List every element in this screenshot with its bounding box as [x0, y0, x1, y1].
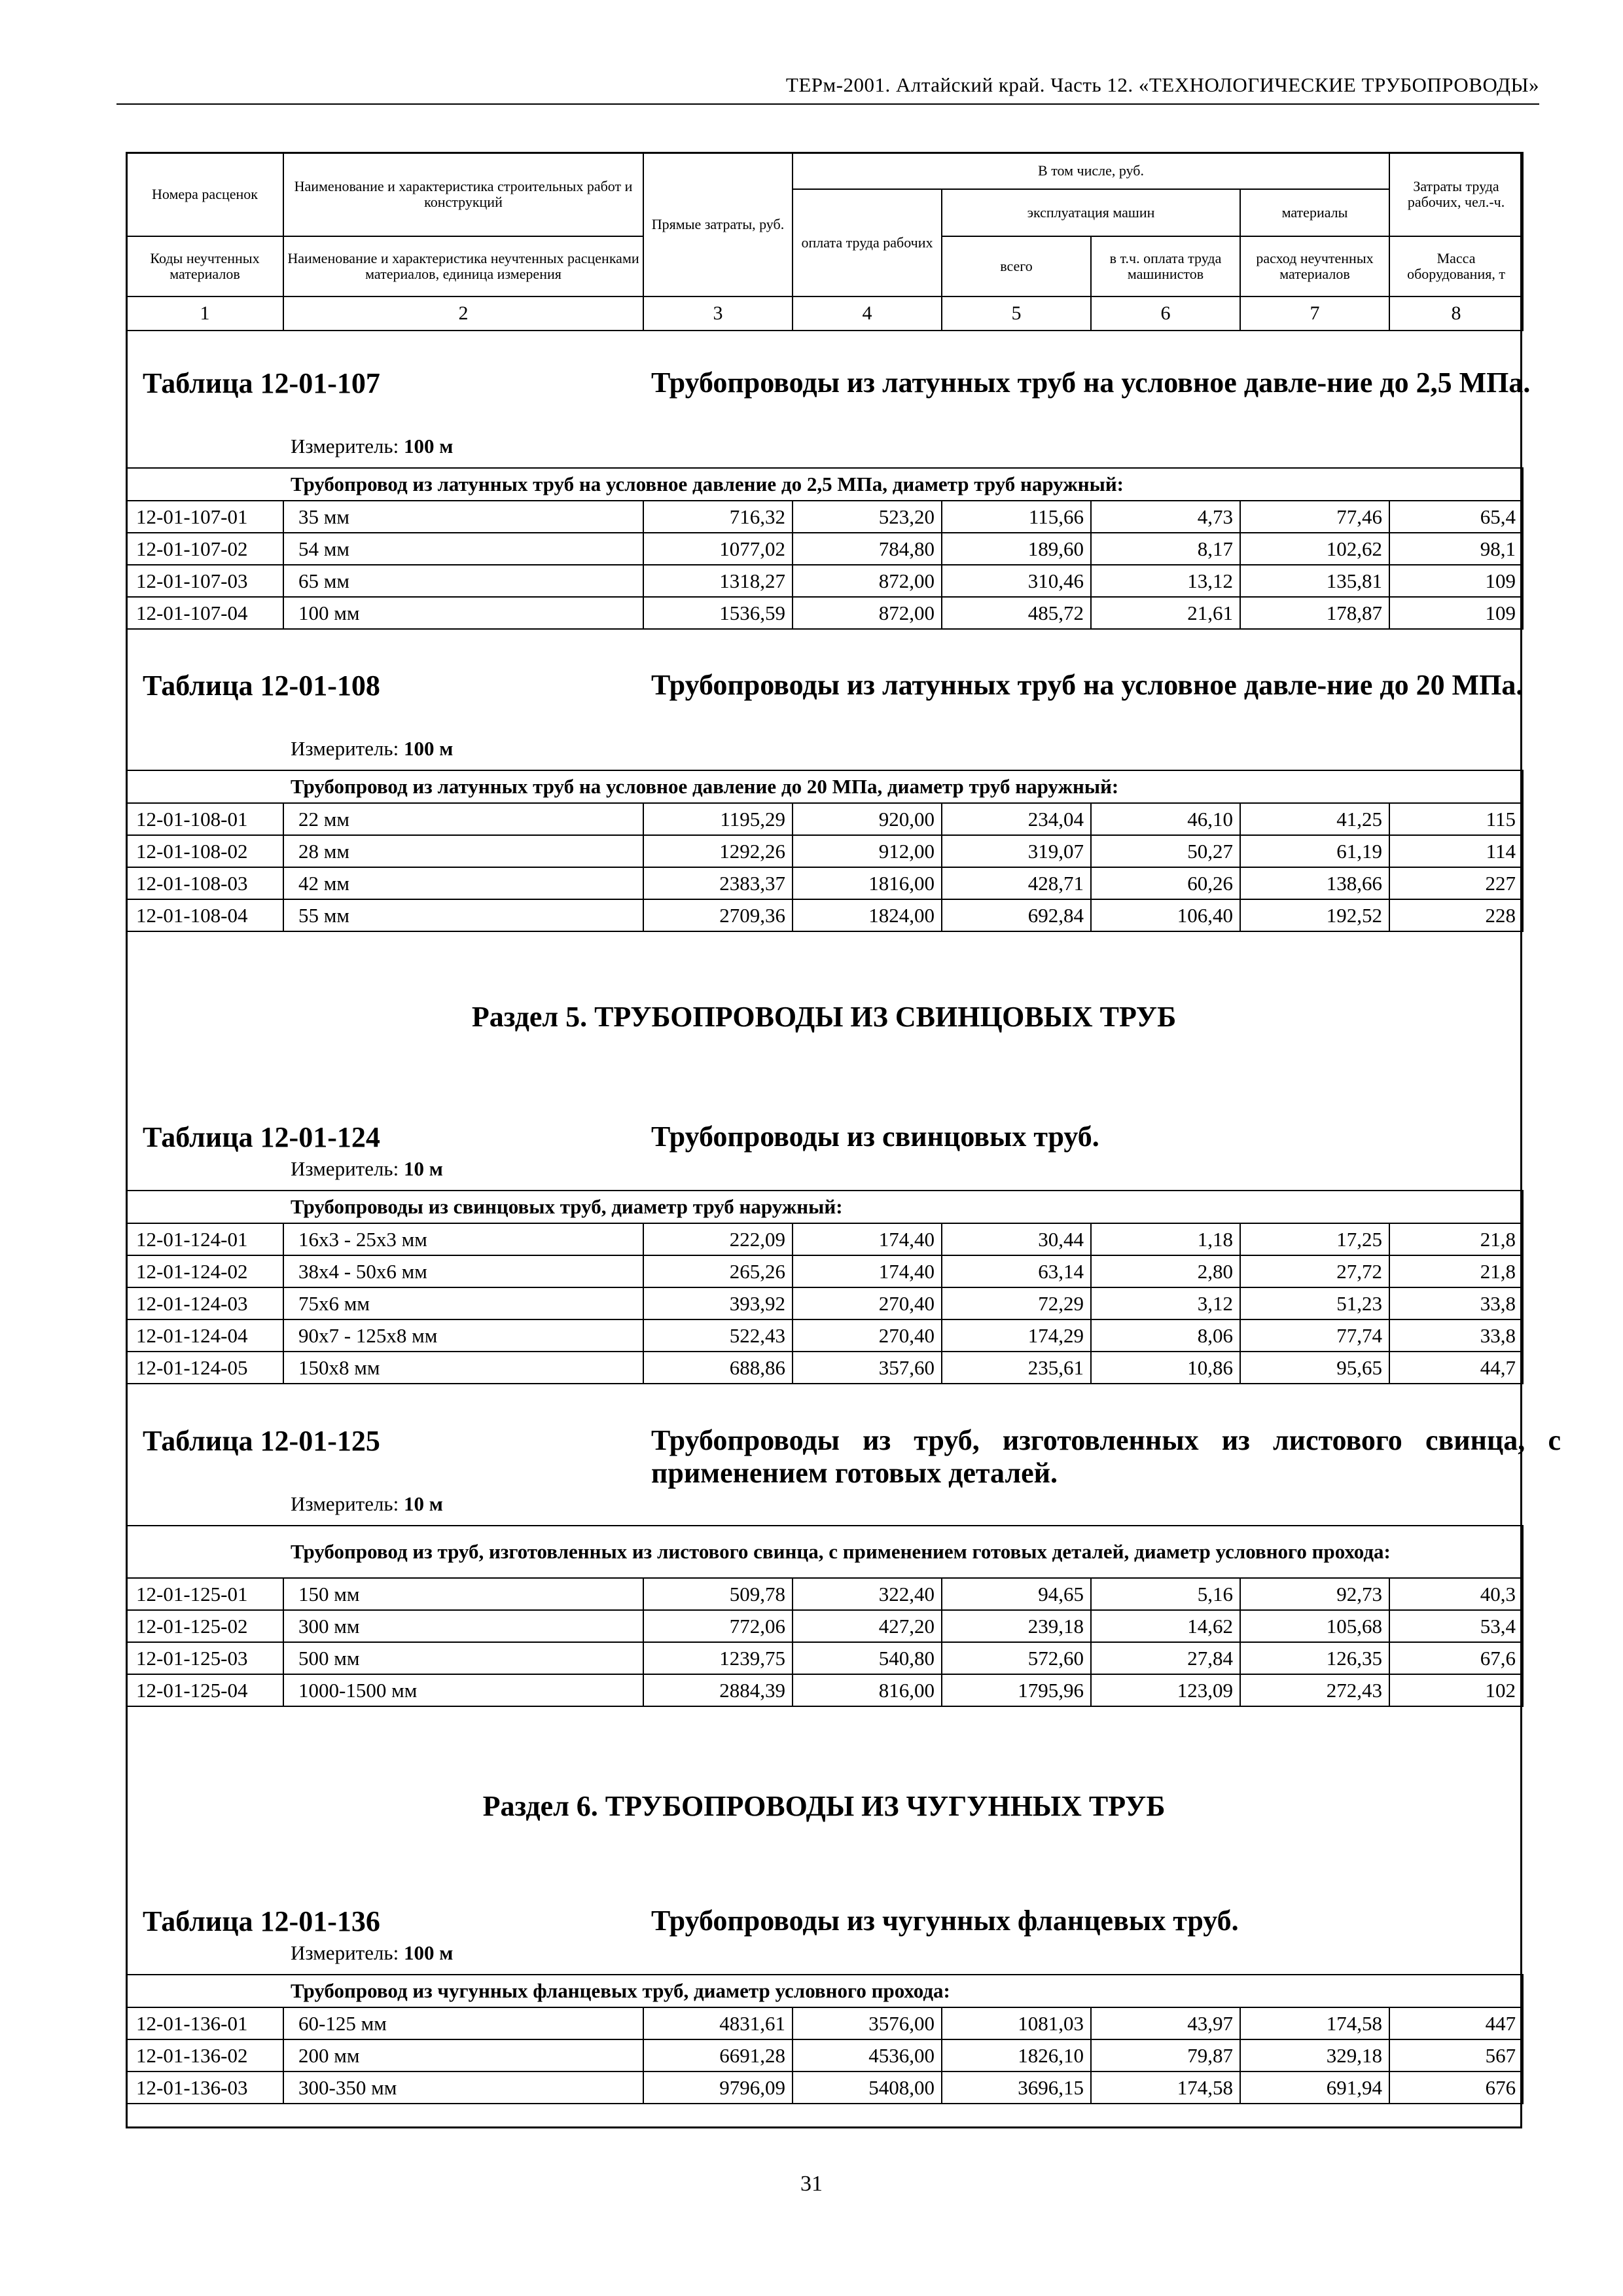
rate-value: 2884,39 — [643, 1674, 793, 1706]
rate-value: 3576,00 — [793, 2007, 942, 2039]
rate-description: 16х3 - 25х3 мм — [283, 1223, 643, 1255]
rate-value: 44,7 — [1389, 1352, 1523, 1384]
rate-table — [126, 1525, 1524, 1707]
col-number: 4 — [793, 296, 942, 331]
rate-code: 12-01-107-01 — [126, 501, 283, 533]
table-row — [126, 1674, 1523, 1706]
col-header-machines: эксплуатация машин — [942, 189, 1240, 236]
rate-value: 98,1 — [1389, 533, 1523, 565]
rate-value: 228 — [1389, 899, 1523, 931]
table-row — [126, 803, 1523, 835]
rate-description: 28 мм — [283, 835, 643, 867]
table-row — [126, 2007, 1523, 2039]
rate-value: 21,8 — [1389, 1255, 1523, 1287]
table-row — [126, 1287, 1523, 1319]
rate-value: 1318,27 — [643, 565, 793, 597]
subheader-text: Трубопровод из труб, изготовленных из листового свинца, с применением готовых деталей, диаметр условного прохода: — [126, 1526, 1523, 1578]
unit-of-measure — [291, 1492, 443, 1516]
table-row — [126, 501, 1523, 533]
section-heading: Раздел 5. ТРУБОПРОВОДЫ ИЗ СВИНЦОВЫХ ТРУБ — [471, 1001, 1177, 1033]
unit-of-measure — [291, 737, 453, 761]
rate-value: 178,87 — [1240, 597, 1389, 629]
rate-value: 8,17 — [1091, 533, 1240, 565]
col-number: 1 — [126, 296, 283, 331]
rate-value: 523,20 — [793, 501, 942, 533]
rate-value: 872,00 — [793, 597, 942, 629]
rate-code: 12-01-136-01 — [126, 2007, 283, 2039]
rate-value: 102 — [1389, 1674, 1523, 1706]
unit-of-measure — [291, 1157, 443, 1181]
unit-value: 10 м — [403, 1157, 443, 1180]
rate-value: 272,43 — [1240, 1674, 1389, 1706]
rate-value: 447 — [1389, 2007, 1523, 2039]
rate-description: 150х8 мм — [283, 1352, 643, 1384]
rate-table — [126, 770, 1524, 932]
rate-value: 1826,10 — [942, 2039, 1091, 2072]
rate-value: 6691,28 — [643, 2039, 793, 2072]
rate-value: 10,86 — [1091, 1352, 1240, 1384]
rate-value: 1,18 — [1091, 1223, 1240, 1255]
col-header-labor: Затраты труда рабочих, чел.-ч. — [1389, 152, 1523, 236]
rate-value: 270,40 — [793, 1319, 942, 1352]
rate-value: 109 — [1389, 597, 1523, 629]
subheader-text: Трубопровод из латунных труб на условное давление до 20 МПа, диаметр труб наружный: — [126, 770, 1523, 803]
rate-value: 27,84 — [1091, 1642, 1240, 1674]
rate-value: 46,10 — [1091, 803, 1240, 835]
rate-value: 123,09 — [1091, 1674, 1240, 1706]
header-rule — [116, 103, 1539, 105]
rate-value: 21,8 — [1389, 1223, 1523, 1255]
rate-description: 55 мм — [283, 899, 643, 931]
rate-value: 8,06 — [1091, 1319, 1240, 1352]
rate-code: 12-01-124-05 — [126, 1352, 283, 1384]
rate-value: 1536,59 — [643, 597, 793, 629]
rate-code: 12-01-124-03 — [126, 1287, 283, 1319]
rate-value: 3696,15 — [942, 2072, 1091, 2104]
table-row — [126, 1223, 1523, 1255]
rate-value: 319,07 — [942, 835, 1091, 867]
rate-value: 270,40 — [793, 1287, 942, 1319]
rate-value: 5,16 — [1091, 1578, 1240, 1610]
rate-table — [126, 1974, 1524, 2104]
rate-description: 100 мм — [283, 597, 643, 629]
table-row — [126, 565, 1523, 597]
col-number: 6 — [1091, 296, 1240, 331]
col-header-direct-costs: Прямые затраты, руб. — [643, 152, 793, 296]
col-number: 2 — [283, 296, 643, 331]
rate-value: 393,92 — [643, 1287, 793, 1319]
col-header-incl: В том числе, руб. — [793, 152, 1389, 189]
rate-description: 300-350 мм — [283, 2072, 643, 2104]
rate-value: 65,4 — [1389, 501, 1523, 533]
rate-code: 12-01-124-01 — [126, 1223, 283, 1255]
rate-value: 33,8 — [1389, 1319, 1523, 1352]
col-header-work-name: Наименование и характеристика строительных работ и конструкций — [283, 152, 643, 236]
table-row — [126, 835, 1523, 867]
rate-value: 174,58 — [1240, 2007, 1389, 2039]
unit-of-measure — [291, 1941, 453, 1965]
rate-code: 12-01-107-02 — [126, 533, 283, 565]
rate-description: 1000-1500 мм — [283, 1674, 643, 1706]
rate-value: 329,18 — [1240, 2039, 1389, 2072]
table-row — [126, 1642, 1523, 1674]
rate-value: 234,04 — [942, 803, 1091, 835]
subheader-row — [126, 1975, 1523, 2007]
col-number: 5 — [942, 296, 1091, 331]
rate-value: 51,23 — [1240, 1287, 1389, 1319]
rate-value: 106,40 — [1091, 899, 1240, 931]
rate-value: 9796,09 — [643, 2072, 793, 2104]
unit-value: 100 м — [403, 435, 454, 457]
col-number: 3 — [643, 296, 793, 331]
rate-value: 1239,75 — [643, 1642, 793, 1674]
rate-code: 12-01-107-03 — [126, 565, 283, 597]
rate-description: 150 мм — [283, 1578, 643, 1610]
rate-value: 30,44 — [942, 1223, 1091, 1255]
rate-value: 522,43 — [643, 1319, 793, 1352]
rate-value: 816,00 — [793, 1674, 942, 1706]
rate-value: 1824,00 — [793, 899, 942, 931]
table-label: Таблица 12-01-107 — [143, 367, 380, 399]
rate-value: 716,32 — [643, 501, 793, 533]
rate-value: 4831,61 — [643, 2007, 793, 2039]
unit-label: Измеритель: — [291, 737, 404, 760]
page-number: 31 — [800, 2172, 823, 2196]
rate-value: 192,52 — [1240, 899, 1389, 931]
unit-label: Измеритель: — [291, 1492, 404, 1515]
rate-value: 1292,26 — [643, 835, 793, 867]
rate-code: 12-01-125-04 — [126, 1674, 283, 1706]
col-number: 7 — [1240, 296, 1389, 331]
rate-value: 41,25 — [1240, 803, 1389, 835]
rate-value: 174,29 — [942, 1319, 1091, 1352]
rate-value: 27,72 — [1240, 1255, 1389, 1287]
running-header: ТЕРм-2001. Алтайский край. Часть 12. «ТЕХНОЛОГИЧЕСКИЕ ТРУБОПРОВОДЫ» — [785, 73, 1539, 96]
rate-description: 38х4 - 50х6 мм — [283, 1255, 643, 1287]
col-header-rate-numbers: Номера расценок — [126, 152, 283, 236]
rate-code: 12-01-125-02 — [126, 1610, 283, 1642]
rate-value: 40,3 — [1389, 1578, 1523, 1610]
table-title: Трубопроводы из латунных труб на условное давле-ние до 2,5 МПа. — [651, 367, 1531, 399]
rate-value: 1795,96 — [942, 1674, 1091, 1706]
table-row — [126, 1255, 1523, 1287]
rate-value: 1081,03 — [942, 2007, 1091, 2039]
table-title: Трубопроводы из свинцовых труб. — [651, 1121, 1099, 1153]
table-row — [126, 2072, 1523, 2104]
table-label: Таблица 12-01-124 — [143, 1121, 380, 1153]
rate-value: 2383,37 — [643, 867, 793, 899]
rate-value: 227 — [1389, 867, 1523, 899]
rate-value: 322,40 — [793, 1578, 942, 1610]
table-row — [126, 1578, 1523, 1610]
rate-value: 235,61 — [942, 1352, 1091, 1384]
subheader-text: Трубопровод из латунных труб на условное давление до 2,5 МПа, диаметр труб наружный: — [126, 468, 1523, 501]
rate-value: 5408,00 — [793, 2072, 942, 2104]
rate-value: 126,35 — [1240, 1642, 1389, 1674]
rate-value: 21,61 — [1091, 597, 1240, 629]
rate-value: 428,71 — [942, 867, 1091, 899]
rate-value: 572,60 — [942, 1642, 1091, 1674]
rate-value: 772,06 — [643, 1610, 793, 1642]
col-header-worker-pay: оплата труда рабочих — [793, 189, 942, 296]
rate-value: 95,65 — [1240, 1352, 1389, 1384]
subheader-text: Трубопровод из чугунных фланцевых труб, диаметр условного прохода: — [126, 1975, 1523, 2007]
rate-value: 67,6 — [1389, 1642, 1523, 1674]
rate-value: 13,12 — [1091, 565, 1240, 597]
rate-value: 174,58 — [1091, 2072, 1240, 2104]
rate-value: 912,00 — [793, 835, 942, 867]
rate-value: 688,86 — [643, 1352, 793, 1384]
rate-description: 500 мм — [283, 1642, 643, 1674]
col-header-operator-pay: в т.ч. оплата труда машинистов — [1091, 236, 1240, 296]
rate-value: 310,46 — [942, 565, 1091, 597]
table-row — [126, 867, 1523, 899]
rate-value: 92,73 — [1240, 1578, 1389, 1610]
rate-value: 77,74 — [1240, 1319, 1389, 1352]
rate-value: 79,87 — [1091, 2039, 1240, 2072]
rate-value: 2709,36 — [643, 899, 793, 931]
col-header-mass: Масса оборудования, т — [1389, 236, 1523, 296]
table-label: Таблица 12-01-136 — [143, 1905, 380, 1937]
table-row — [126, 597, 1523, 629]
rate-description: 35 мм — [283, 501, 643, 533]
rate-code: 12-01-136-02 — [126, 2039, 283, 2072]
rate-code: 12-01-108-04 — [126, 899, 283, 931]
rate-value: 94,65 — [942, 1578, 1091, 1610]
rate-code: 12-01-124-02 — [126, 1255, 283, 1287]
rate-code: 12-01-107-04 — [126, 597, 283, 629]
rate-code: 12-01-125-03 — [126, 1642, 283, 1674]
rate-value: 540,80 — [793, 1642, 942, 1674]
rate-value: 4536,00 — [793, 2039, 942, 2072]
column-header-table — [126, 152, 1524, 331]
col-header-materials: материалы — [1240, 189, 1389, 236]
rate-value: 509,78 — [643, 1578, 793, 1610]
unit-value: 100 м — [403, 1941, 454, 1964]
rate-value: 174,40 — [793, 1255, 942, 1287]
rate-description: 90х7 - 125х8 мм — [283, 1319, 643, 1352]
rate-code: 12-01-108-03 — [126, 867, 283, 899]
table-row — [126, 1319, 1523, 1352]
rate-code: 12-01-124-04 — [126, 1319, 283, 1352]
rate-description: 75х6 мм — [283, 1287, 643, 1319]
table-row — [126, 2039, 1523, 2072]
col-header-machines-total: всего — [942, 236, 1091, 296]
rate-value: 2,80 — [1091, 1255, 1240, 1287]
rate-description: 60-125 мм — [283, 2007, 643, 2039]
table-row — [126, 1610, 1523, 1642]
rate-value: 567 — [1389, 2039, 1523, 2072]
rate-value: 239,18 — [942, 1610, 1091, 1642]
rate-value: 17,25 — [1240, 1223, 1389, 1255]
rate-value: 61,19 — [1240, 835, 1389, 867]
rate-description: 54 мм — [283, 533, 643, 565]
rate-value: 109 — [1389, 565, 1523, 597]
unit-label: Измеритель: — [291, 1941, 404, 1964]
rate-value: 3,12 — [1091, 1287, 1240, 1319]
rate-value: 676 — [1389, 2072, 1523, 2104]
col-header-material-codes: Коды неучтенных материалов — [126, 236, 283, 296]
rate-value: 222,09 — [643, 1223, 793, 1255]
rate-value: 135,81 — [1240, 565, 1389, 597]
rate-description: 300 мм — [283, 1610, 643, 1642]
rate-value: 784,80 — [793, 533, 942, 565]
col-number: 8 — [1389, 296, 1523, 331]
rate-value: 33,8 — [1389, 1287, 1523, 1319]
rate-value: 427,20 — [793, 1610, 942, 1642]
rate-value: 115,66 — [942, 501, 1091, 533]
rate-description: 200 мм — [283, 2039, 643, 2072]
subheader-row — [126, 1191, 1523, 1223]
rate-value: 4,73 — [1091, 501, 1240, 533]
rate-value: 357,60 — [793, 1352, 942, 1384]
rate-value: 485,72 — [942, 597, 1091, 629]
subheader-row — [126, 1526, 1523, 1578]
rate-value: 265,26 — [643, 1255, 793, 1287]
table-row — [126, 533, 1523, 565]
rate-code: 12-01-125-01 — [126, 1578, 283, 1610]
rate-value: 189,60 — [942, 533, 1091, 565]
table-title: Трубопроводы из латунных труб на условное давле-ние до 20 МПа. — [651, 669, 1524, 701]
rate-value: 14,62 — [1091, 1610, 1240, 1642]
unit-value: 100 м — [403, 737, 454, 760]
table-label: Таблица 12-01-125 — [143, 1425, 380, 1457]
col-header-material-use: расход неучтенных материалов — [1240, 236, 1389, 296]
rate-value: 138,66 — [1240, 867, 1389, 899]
rate-table — [126, 1190, 1524, 1384]
subheader-text: Трубопроводы из свинцовых труб, диаметр труб наружный: — [126, 1191, 1523, 1223]
unit-label: Измеритель: — [291, 435, 404, 457]
unit-label: Измеритель: — [291, 1157, 404, 1180]
rate-value: 872,00 — [793, 565, 942, 597]
rate-value: 50,27 — [1091, 835, 1240, 867]
table-row — [126, 899, 1523, 931]
subheader-row — [126, 468, 1523, 501]
table-title: Трубопроводы из чугунных фланцевых труб. — [651, 1905, 1239, 1937]
rate-value: 53,4 — [1389, 1610, 1523, 1642]
rate-value: 920,00 — [793, 803, 942, 835]
rate-code: 12-01-108-01 — [126, 803, 283, 835]
rate-value: 1816,00 — [793, 867, 942, 899]
table-label: Таблица 12-01-108 — [143, 670, 380, 702]
table-row — [126, 1352, 1523, 1384]
unit-value: 10 м — [403, 1492, 443, 1515]
rate-description: 22 мм — [283, 803, 643, 835]
rate-value: 102,62 — [1240, 533, 1389, 565]
rate-description: 42 мм — [283, 867, 643, 899]
unit-of-measure — [291, 435, 453, 458]
rate-value: 77,46 — [1240, 501, 1389, 533]
rate-value: 114 — [1389, 835, 1523, 867]
col-header-material-names: Наименование и характеристика неучтенных расценками материалов, единица измерения — [283, 236, 643, 296]
section-heading: Раздел 6. ТРУБОПРОВОДЫ ИЗ ЧУГУННЫХ ТРУБ — [482, 1790, 1166, 1822]
rate-value: 1195,29 — [643, 803, 793, 835]
rate-value: 692,84 — [942, 899, 1091, 931]
rate-value: 115 — [1389, 803, 1523, 835]
rate-value: 43,97 — [1091, 2007, 1240, 2039]
rate-value: 1077,02 — [643, 533, 793, 565]
rate-code: 12-01-108-02 — [126, 835, 283, 867]
table-title: Трубопроводы из труб, изготовленных из листового свинца, с применением готовых деталей. — [651, 1424, 1561, 1489]
rate-value: 174,40 — [793, 1223, 942, 1255]
rate-value: 72,29 — [942, 1287, 1091, 1319]
rate-table — [126, 467, 1524, 630]
subheader-row — [126, 770, 1523, 803]
rate-code: 12-01-136-03 — [126, 2072, 283, 2104]
rate-value: 60,26 — [1091, 867, 1240, 899]
rate-value: 105,68 — [1240, 1610, 1389, 1642]
rate-description: 65 мм — [283, 565, 643, 597]
rate-value: 63,14 — [942, 1255, 1091, 1287]
rate-value: 691,94 — [1240, 2072, 1389, 2104]
